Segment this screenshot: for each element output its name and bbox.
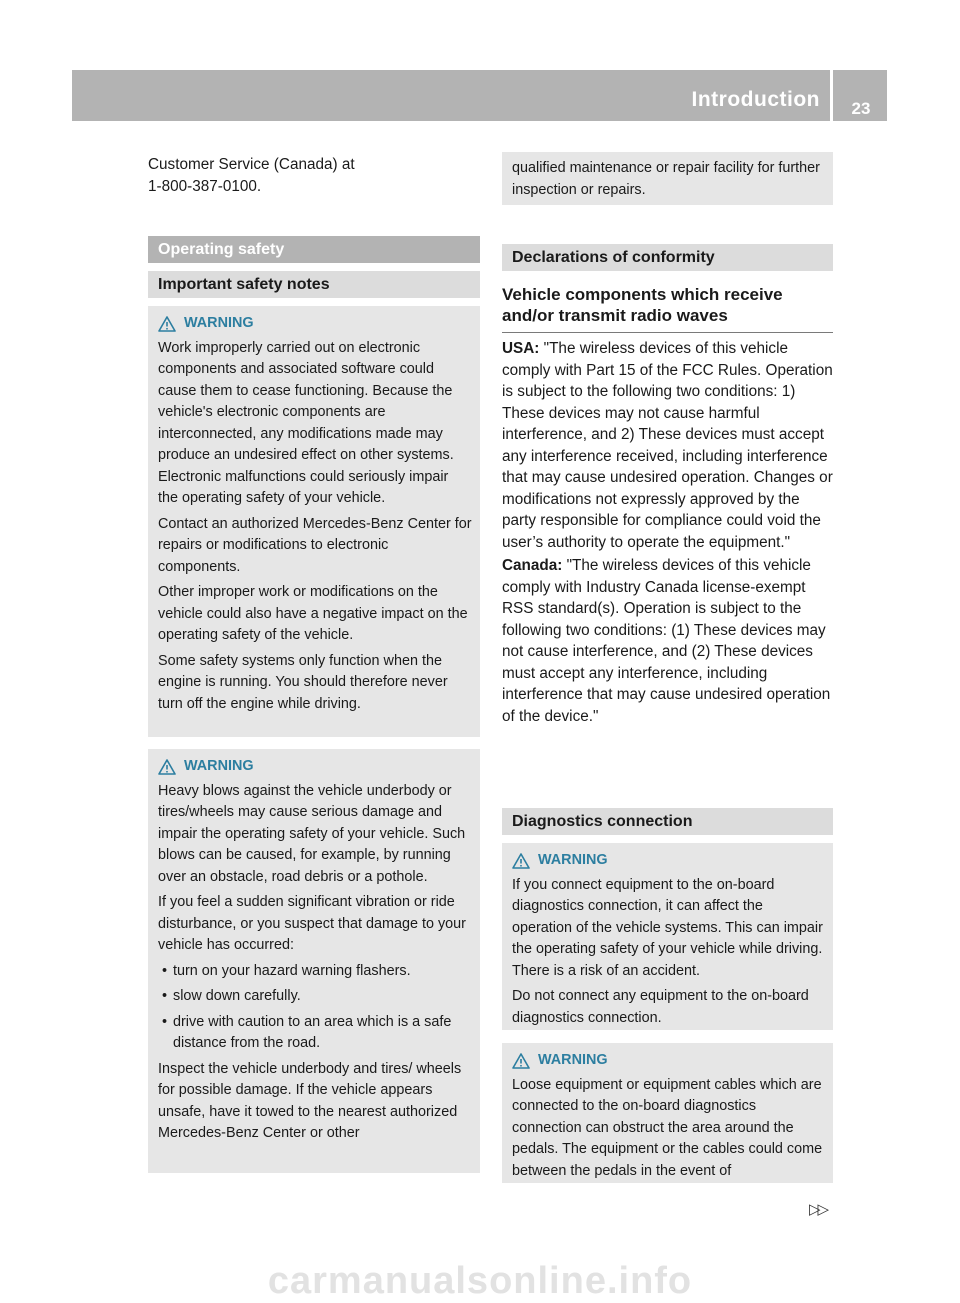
- intro-line-2: 1-800-387-0100.: [148, 177, 262, 195]
- warning-header: [512, 1050, 825, 1072]
- canada-declaration: [502, 555, 833, 727]
- warning-triangle-icon: [158, 316, 176, 332]
- warning-paragraph: If you feel a sudden significant vibration or ride disturbance, or you suspect that damage to your vehicle has occurred:: [158, 894, 466, 953]
- bullet-item: • drive with caution to an area which is a safe distance from the road.: [158, 1012, 472, 1055]
- warning-paragraph: Heavy blows against the vehicle underbody or tires/wheels may cause serious damage and impair the operating safety of your vehicle. Such blows can be caused, for example, by running over an obstacle, road debris or a pothole.: [158, 782, 466, 885]
- warning-paragraph: Contact an authorized Mercedes-Benz Center for repairs or modifications to electronic components.: [158, 515, 472, 575]
- warning-label: WARNING: [538, 1052, 608, 1068]
- warning-box-electronics: [148, 306, 480, 737]
- warning-label: WARNING: [184, 758, 254, 774]
- warning-header: [158, 313, 472, 335]
- subsection-heading-important-safety-notes: Important safety notes: [148, 271, 480, 298]
- continued-text: qualified maintenance or repair facility for further inspection or repairs.: [512, 160, 820, 198]
- warning-paragraph: Other improper work or modifications on the vehicle could also have a negative impact on the operating safety of the vehicle.: [158, 584, 468, 643]
- canada-label: Canada:: [502, 557, 563, 574]
- intro-text: [148, 154, 480, 197]
- section-heading-operating-safety: Operating safety: [148, 236, 480, 263]
- bullet-item: • slow down carefully.: [158, 986, 472, 1008]
- warning-triangle-icon: [158, 759, 176, 775]
- warning-label: WARNING: [538, 852, 608, 868]
- header-divider: [830, 70, 833, 121]
- conformity-text: [502, 338, 833, 727]
- warning-triangle-icon: [512, 1053, 530, 1069]
- bullet-item: • turn on your hazard warning flashers.: [158, 961, 472, 983]
- subheading-radio-components: Vehicle components which receive and/or transmit radio waves: [502, 284, 833, 333]
- warning-header: [512, 850, 825, 872]
- warning-triangle-icon: [512, 853, 530, 869]
- usa-label: USA:: [502, 340, 540, 357]
- warning-box-loose-equipment: [502, 1043, 833, 1183]
- warning-paragraph: Work improperly carried out on electronic components and associated software could cause them to cease functioning. Because the vehicle's electronic components are interconnected, any modifications made may produce an undesired effect on other systems. Electronic malfunctions could seriously impair the operating safety of your vehicle.: [158, 339, 454, 506]
- section-heading-diagnostics: Diagnostics connection: [502, 808, 833, 835]
- warning-box-diagnostics: [502, 843, 833, 1030]
- warning-label: WARNING: [184, 315, 254, 331]
- warning-header: [158, 756, 472, 778]
- usa-declaration: [502, 338, 833, 553]
- warning-paragraph: Do not connect any equipment to the on-board diagnostics connection.: [512, 988, 809, 1026]
- continued-warning-box: [502, 152, 833, 205]
- section-heading-declarations: Declarations of conformity: [502, 244, 833, 271]
- warning-box-underbody: [148, 749, 480, 1173]
- chapter-title: Introduction: [691, 88, 820, 111]
- warning-paragraph: Loose equipment or equipment cables which are connected to the on-board diagnostics connection can obstruct the area around the pedals. The equipment or the cables could come between the pedals in the event of: [512, 1076, 823, 1179]
- usa-text: "The wireless devices of this vehicle comply with Part 15 of the FCC Rules. Operation is subject to the following two conditions: 1) These devices may not cause harmful interference, and 2) These devices must accept any interference received, including interference that may cause undesired operation. Changes or modifications not expressly approved by the party responsible for compliance could void the user’s authority to operate the equipment.": [502, 340, 833, 551]
- intro-line-1: Customer Service (Canada) at: [148, 156, 355, 173]
- watermark: carmanualsonline.info: [267, 1260, 693, 1302]
- continue-arrows-icon: ▷▷: [809, 1201, 827, 1218]
- warning-paragraph: If you connect equipment to the on-board diagnostics connection, it can affect the operation of the vehicle systems. This can impair the operating safety of your vehicle while driving. There is a risk of an accident.: [512, 876, 823, 979]
- warning-paragraph: Some safety systems only function when the engine is running. You should therefore never turn off the engine while driving.: [158, 652, 448, 712]
- canada-text: "The wireless devices of this vehicle comply with Industry Canada license-exempt RSS standard(s). Operation is subject to the following two conditions: (1) These devices may not cause interference, and (2) These devices must accept any interference, including interference that may cause undesired operation of the device.": [502, 557, 831, 725]
- page-number: 23: [851, 99, 871, 118]
- warning-paragraph: Inspect the vehicle underbody and tires/ wheels for possible damage. If the vehicle appears unsafe, have it towed to the nearest authorized Mercedes-Benz Center or other: [158, 1060, 462, 1141]
